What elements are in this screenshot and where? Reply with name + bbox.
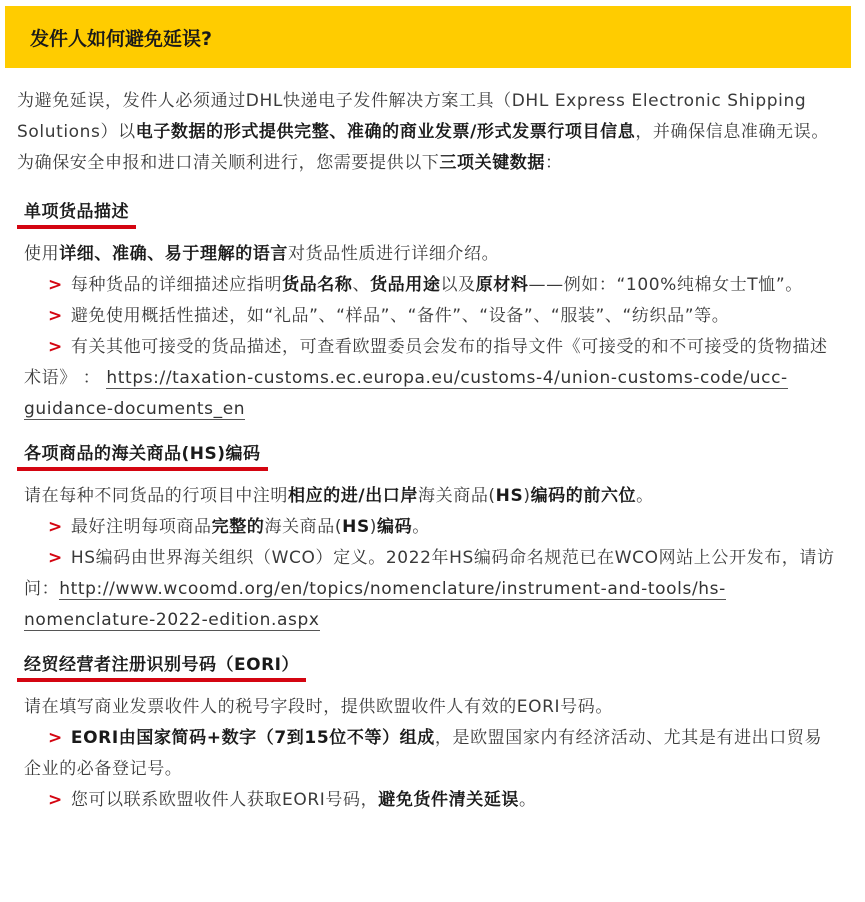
section-hs-code xyxy=(17,439,835,636)
arrow-icon: > xyxy=(48,275,63,295)
bullet-item: > 您可以联系欧盟收件人获取EORI号码，避免货件清关延误。 xyxy=(48,790,537,810)
bullet-item: > EORI由国家简码+数字（7到15位不等）组成，是欧盟国家内有经济活动、尤其是有进出口贸易企业的必备登记号。 xyxy=(24,728,823,779)
bullet-item: > 避免使用概括性描述，如“礼品”、“样品”、“备件”、“设备”、“服装”、“纺织品”等。 xyxy=(48,306,730,326)
arrow-icon: > xyxy=(48,548,63,568)
title-banner xyxy=(5,6,851,68)
page-title: 发件人如何避免延误? xyxy=(30,27,213,50)
ucc-guidance-link[interactable]: https://taxation-customs.ec.europa.eu/customs-4/union-customs-code/ucc-guidance-documents_en xyxy=(24,368,788,419)
arrow-icon: > xyxy=(48,337,63,357)
section-description: 请在填写商业发票收件人的税号字段时，提供欧盟收件人有效的EORI号码。 xyxy=(24,697,613,717)
bullet-item: > 有关其他可接受的货品描述，可查看欧盟委员会发布的指导文件《可接受的和不可接受的货物描述术语》 ： https://taxation-customs.ec.europa.eu/customs-4/union-customs-code/ucc-guidance-documents_en xyxy=(24,337,828,419)
arrow-icon: > xyxy=(48,517,63,537)
bullet-item: > 每种货品的详细描述应指明货品名称、货品用途以及原材料——例如：“100%纯棉女士T恤”。 xyxy=(48,275,803,295)
wco-hs-nomenclature-link[interactable]: http://www.wcoomd.org/en/topics/nomenclature/instrument-and-tools/hs-nomenclature-2022-edition.aspx xyxy=(24,579,726,630)
arrow-icon: > xyxy=(48,728,63,748)
section-heading: 各项商品的海关商品(HS)编码 xyxy=(17,439,268,471)
section-description: 使用详细、准确、易于理解的语言对货品性质进行详细介绍。 xyxy=(24,244,500,264)
bullet-item: > HS编码由世界海关组织（WCO）定义。2022年HS编码命名规范已在WCO网站上公开发布，请访问：http://www.wcoomd.org/en/topics/nomenclature/instrument-and-tools/hs-nomenclature-2022-edition.aspx xyxy=(24,548,835,630)
section-heading: 经贸经营者注册识别号码（EORI） xyxy=(17,650,306,682)
intro-paragraph: 为避免延误，发件人必须通过DHL快递电子发件解决方案工具（DHL Express Electronic Shipping Solutions）以电子数据的形式提供完整、准确的商业发票/形式发票行项目信息，并确保信息准确无误。为确保安全申报和进口清关顺利进行，您需要提供以下三项关键数据： xyxy=(17,91,829,173)
section-item-description xyxy=(17,197,835,425)
arrow-icon: > xyxy=(48,306,63,326)
section-heading: 单项货品描述 xyxy=(17,197,136,229)
section-eori xyxy=(17,650,835,816)
content xyxy=(17,86,835,830)
arrow-icon: > xyxy=(48,790,63,810)
bullet-item: > 最好注明每项商品完整的海关商品(HS)编码。 xyxy=(48,517,430,537)
section-description: 请在每种不同货品的行项目中注明相应的进/出口岸海关商品(HS)编码的前六位。 xyxy=(24,486,654,506)
